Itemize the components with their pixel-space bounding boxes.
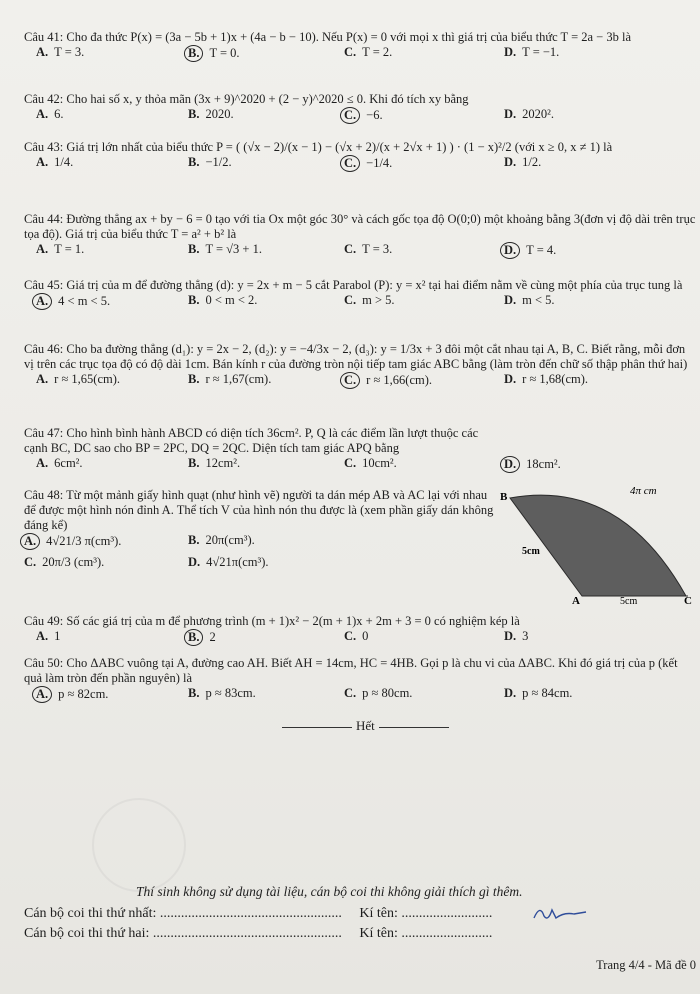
- answer-options: [24, 45, 696, 61]
- option-text: T = −1.: [522, 45, 560, 59]
- end-marker: [278, 718, 453, 734]
- option-text: 2020.: [205, 107, 234, 121]
- option-b[interactable]: [188, 533, 255, 548]
- footer-note: Thí sinh không sử dụng tài liệu, cán bộ coi thi không giải thích gì thêm.: [136, 884, 523, 899]
- option-b[interactable]: [188, 372, 271, 387]
- option-label: C.: [344, 629, 357, 643]
- option-text: p ≈ 83cm.: [205, 686, 256, 700]
- figure-side-ab-label: 5cm: [522, 546, 540, 557]
- option-text: T = 4.: [526, 243, 557, 257]
- option-text: T = 0.: [209, 46, 240, 60]
- question-q49: [24, 614, 696, 645]
- option-label: B.: [184, 45, 203, 62]
- option-text: 10cm².: [362, 456, 397, 470]
- option-a[interactable]: [36, 293, 110, 310]
- answer-options: [24, 242, 696, 258]
- option-label: D.: [504, 155, 517, 169]
- end-text: Hết: [356, 718, 375, 733]
- handwritten-signature: [530, 902, 590, 924]
- option-c[interactable]: [344, 155, 392, 172]
- option-label: A.: [36, 629, 49, 643]
- option-c[interactable]: [344, 372, 432, 389]
- question-stem: Câu 42: Cho hai số x, y thỏa mãn (3x + 9)^2020 + (2 − y)^2020 ≤ 0. Khi đó tích xy bằng: [24, 92, 469, 106]
- question-q48: [24, 488, 494, 573]
- option-text: T = 3.: [362, 242, 393, 256]
- proctor-1-sign-label: Kí tên: ..........................: [359, 906, 493, 921]
- option-text: p ≈ 80cm.: [362, 686, 413, 700]
- question-stem: Câu 50: Cho ΔABC vuông tại A, đường cao AH. Biết AH = 14cm, HC = 4HB. Gọi p là chu vi của ΔABC. Khi đó giá trị của p (kết quả làm tròn đến phần nguyên) là: [24, 656, 678, 685]
- option-label: A.: [36, 242, 49, 256]
- question-q50: [24, 656, 696, 702]
- option-text: 4√21/3 π(cm³).: [46, 534, 122, 548]
- question-stem: Câu 46: Cho ba đường thẳng (d₁): y = 2x − 2, (d₂): y = −4/3x − 2, (d₃): y = 1/3x + 3 đôi một cắt nhau tại A, B, C. Biết rằng, mỗi đơn vị trên các trục tọa độ có độ dài 1cm. Bán kính r của đường tròn nội tiếp tam giác ABC bằng (làm tròn đến chữ số thập phân thứ hai): [24, 342, 688, 371]
- option-text: 1/4.: [54, 155, 74, 169]
- option-d[interactable]: [504, 107, 554, 122]
- option-d[interactable]: [504, 456, 561, 473]
- option-b[interactable]: [188, 242, 262, 257]
- option-text: m < 5.: [522, 293, 555, 307]
- figure-arc-label: 4π cm: [630, 486, 657, 497]
- option-a[interactable]: [36, 629, 60, 644]
- option-c[interactable]: [344, 686, 412, 701]
- option-a[interactable]: [36, 372, 120, 387]
- option-label: A.: [36, 372, 49, 386]
- option-label: B.: [188, 242, 200, 256]
- option-label: C.: [340, 155, 360, 172]
- option-label: B.: [188, 456, 200, 470]
- answer-options: [24, 686, 696, 702]
- option-label: B.: [188, 155, 200, 169]
- option-c[interactable]: [344, 45, 392, 60]
- question-q44: [24, 212, 696, 258]
- option-label: C.: [340, 107, 360, 124]
- proctor-2-line: [24, 926, 492, 942]
- option-label: B.: [184, 629, 203, 646]
- option-a[interactable]: [24, 533, 121, 550]
- option-a[interactable]: [36, 155, 73, 170]
- option-text: 4√21π(cm³).: [206, 555, 269, 569]
- option-text: −6.: [366, 108, 383, 122]
- option-text: 6.: [54, 107, 64, 121]
- question-stem: Câu 43: Giá trị lớn nhất của biểu thức P = ( (√x − 2)/(x − 1) − (√x + 2)/(x + 2√x + 1) ) · (1 − x)²/2 (với x ≥ 0, x ≠ 1) là: [24, 140, 613, 154]
- option-label: D.: [504, 686, 517, 700]
- option-text: p ≈ 84cm.: [522, 686, 573, 700]
- proctor-2-sign-label: Kí tên: ..........................: [359, 926, 493, 941]
- option-text: p ≈ 82cm.: [58, 687, 109, 701]
- option-c[interactable]: [344, 293, 395, 308]
- answer-options: [24, 629, 696, 645]
- option-text: 2: [209, 630, 216, 644]
- option-text: r ≈ 1,67(cm).: [205, 372, 272, 386]
- option-label: C.: [24, 555, 37, 569]
- question-stem: Câu 47: Cho hình bình hành ABCD có diện tích 36cm². P, Q là các điểm lần lượt thuộc các cạnh BC, DC sao cho BP = 2PC, DQ = 2QC. Diện tích tam giác APQ bằng: [24, 426, 479, 455]
- figure-label-a: A: [572, 595, 580, 606]
- answer-options: [24, 372, 696, 388]
- option-b[interactable]: [188, 45, 240, 62]
- option-d[interactable]: [504, 686, 572, 701]
- option-label: A.: [20, 533, 40, 550]
- question-q47: [24, 426, 561, 472]
- option-text: −1/2.: [205, 155, 232, 169]
- answer-options: [24, 533, 494, 573]
- option-d[interactable]: [504, 155, 541, 170]
- option-text: T = √3 + 1.: [205, 242, 262, 256]
- question-stem: Câu 45: Giá trị của m để đường thẳng (d): y = 2x + m − 5 cắt Parabol (P): y = x² tại hai điểm nằm về cùng một phía của trục tung là: [24, 278, 683, 292]
- option-text: 1: [54, 629, 61, 643]
- figure-label-c: C: [684, 595, 692, 606]
- option-text: r ≈ 1,66(cm).: [366, 373, 433, 387]
- option-text: T = 2.: [362, 45, 393, 59]
- option-a[interactable]: [36, 242, 84, 257]
- option-text: 3: [522, 629, 529, 643]
- figure-label-b: B: [500, 491, 508, 503]
- option-label: D.: [188, 555, 201, 569]
- question-stem: Câu 44: Đường thẳng ax + by − 6 = 0 tạo với tia Ox một góc 30° và cách gốc tọa độ O(0;0) một khoảng bằng 3(đơn vị độ dài trên trục tọa độ). Giá trị của biểu thức T = a² + b² là: [24, 212, 696, 241]
- option-text: 6cm².: [54, 456, 83, 470]
- proctor-1-line: [24, 906, 492, 922]
- option-a[interactable]: [36, 107, 64, 122]
- option-label: A.: [36, 45, 49, 59]
- option-label: D.: [504, 629, 517, 643]
- option-b[interactable]: [188, 629, 216, 646]
- option-text: r ≈ 1,68(cm).: [522, 372, 589, 386]
- option-text: m > 5.: [362, 293, 395, 307]
- option-label: A.: [36, 456, 49, 470]
- option-label: D.: [504, 372, 517, 386]
- option-label: D.: [500, 456, 520, 473]
- option-d[interactable]: [504, 629, 528, 644]
- option-text: −1/4.: [366, 156, 393, 170]
- option-text: 1/2.: [522, 155, 542, 169]
- option-label: C.: [344, 45, 357, 59]
- option-label: B.: [188, 533, 200, 547]
- option-b[interactable]: [188, 293, 257, 308]
- option-text: 12cm².: [205, 456, 241, 470]
- option-text: r ≈ 1,65(cm).: [54, 372, 121, 386]
- option-d[interactable]: [504, 293, 555, 308]
- option-a[interactable]: [36, 45, 84, 60]
- question-stem: Câu 41: Cho đa thức P(x) = (3a − 5b + 1)x + (4a − b − 10). Nếu P(x) = 0 với mọi x thì giá trị của biểu thức T = 2a − 3b là: [24, 30, 632, 44]
- question-q45: [24, 278, 696, 309]
- option-label: A.: [36, 155, 49, 169]
- option-text: 4 < m < 5.: [58, 294, 111, 308]
- option-label: B.: [188, 107, 200, 121]
- proctor-1-label: Cán bộ coi thi thứ nhất: ....................................................: [24, 906, 342, 921]
- option-text: 20π/3 (cm³).: [42, 555, 105, 569]
- proctor-2-label: Cán bộ coi thi thứ hai: ......................................................: [24, 926, 342, 941]
- answer-options: [24, 293, 696, 309]
- option-text: 20π(cm³).: [205, 533, 255, 547]
- faded-stamp: [92, 798, 186, 892]
- question-q46: [24, 342, 696, 388]
- question-q42: [24, 92, 696, 123]
- question-stem: Câu 48: Từ một mảnh giấy hình quạt (như hình vẽ) người ta dán mép AB và AC lại với nhau để được một hình nón đỉnh A. Thể tích V của hình nón thu được là (xem phần giấy dán không đáng kể): [24, 488, 494, 532]
- option-label: C.: [344, 686, 357, 700]
- option-c[interactable]: [344, 456, 397, 471]
- answer-options: [24, 155, 696, 171]
- option-label: A.: [32, 293, 52, 310]
- option-d[interactable]: [504, 242, 556, 259]
- option-label: D.: [504, 293, 517, 307]
- option-label: B.: [188, 293, 200, 307]
- option-c[interactable]: [344, 629, 368, 644]
- answer-options: [24, 456, 561, 472]
- option-label: A.: [32, 686, 52, 703]
- option-a[interactable]: [36, 686, 108, 703]
- option-c[interactable]: [344, 242, 392, 257]
- option-label: C.: [344, 456, 357, 470]
- option-b[interactable]: [188, 155, 232, 170]
- option-b[interactable]: [188, 456, 240, 471]
- question-stem: Câu 49: Số các giá trị của m để phương trình (m + 1)x² − 2(m + 1)x + 2m + 3 = 0 có nghiệm kép là: [24, 614, 520, 628]
- page-number: Trang 4/4 - Mã đề 0: [596, 958, 696, 972]
- option-d[interactable]: [504, 45, 559, 60]
- option-label: C.: [344, 293, 357, 307]
- question-q43: [24, 140, 696, 171]
- option-label: A.: [36, 107, 49, 121]
- option-c[interactable]: [344, 107, 383, 124]
- option-label: C.: [340, 372, 360, 389]
- option-b[interactable]: [188, 107, 234, 122]
- question-q41: [24, 30, 696, 61]
- option-text: T = 1.: [54, 242, 85, 256]
- option-d[interactable]: [188, 555, 269, 570]
- option-label: B.: [188, 686, 200, 700]
- option-text: 18cm².: [526, 457, 561, 471]
- option-c[interactable]: [24, 555, 104, 570]
- option-text: T = 3.: [54, 45, 85, 59]
- answer-options: [24, 107, 696, 123]
- option-text: 0 < m < 2.: [205, 293, 258, 307]
- option-a[interactable]: [36, 456, 83, 471]
- option-label: D.: [504, 45, 517, 59]
- option-label: C.: [344, 242, 357, 256]
- option-d[interactable]: [504, 372, 588, 387]
- option-text: 2020².: [522, 107, 555, 121]
- option-label: D.: [500, 242, 520, 259]
- figure-side-ac-label: 5cm: [620, 596, 638, 606]
- sector-figure: [500, 486, 696, 606]
- option-b[interactable]: [188, 686, 256, 701]
- option-text: 0: [362, 629, 369, 643]
- option-label: B.: [188, 372, 200, 386]
- option-label: D.: [504, 107, 517, 121]
